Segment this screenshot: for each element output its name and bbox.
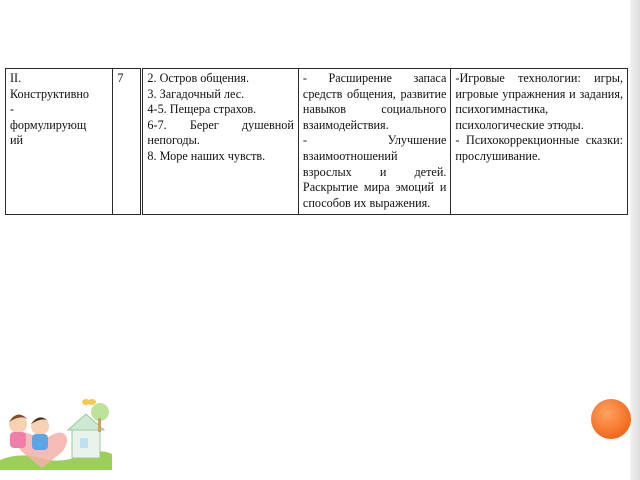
methods-cell bbox=[451, 69, 628, 215]
method-item: - Психокоррекционные сказки: прослушивание. bbox=[455, 133, 623, 163]
program-table bbox=[5, 68, 628, 215]
goal-item: - Расширение запаса средств общения, развитие навыков социального взаимодействия. bbox=[302, 71, 447, 132]
session-item: 8. Море наших чувств. bbox=[147, 148, 266, 163]
goal-item: - Улучшение взаимоотношений взрослых и детей. Раскрытие мира эмоций и способов их выражения. bbox=[302, 133, 447, 210]
session-item: 3. Загадочный лес. bbox=[147, 86, 245, 101]
stage-line: II. bbox=[10, 71, 22, 85]
children-clipart-image bbox=[0, 390, 112, 470]
goals-cell bbox=[298, 69, 450, 215]
stage-line: Конструктивно bbox=[10, 86, 90, 101]
stage-line: ий bbox=[10, 133, 24, 148]
session-item: 4-5. Пещера страхов. bbox=[147, 102, 257, 117]
stage-line: - bbox=[10, 102, 15, 117]
stage-line: формулирующ bbox=[10, 117, 87, 132]
table-row bbox=[6, 69, 628, 215]
count-cell bbox=[113, 69, 142, 215]
slide-right-edge bbox=[630, 0, 640, 480]
method-item: -Игровые технологии: игры, игровые упражнения и задания, психогимнастика, психологические этюды. bbox=[455, 71, 623, 132]
sessions-cell bbox=[142, 69, 299, 215]
session-count: 7 bbox=[117, 71, 124, 85]
session-item: 2. Остров общения. bbox=[147, 71, 250, 85]
stage-cell bbox=[6, 69, 113, 215]
session-item: 6-7. Берег душевной непогоды. bbox=[147, 117, 294, 148]
orange-circle-decoration bbox=[591, 399, 631, 439]
